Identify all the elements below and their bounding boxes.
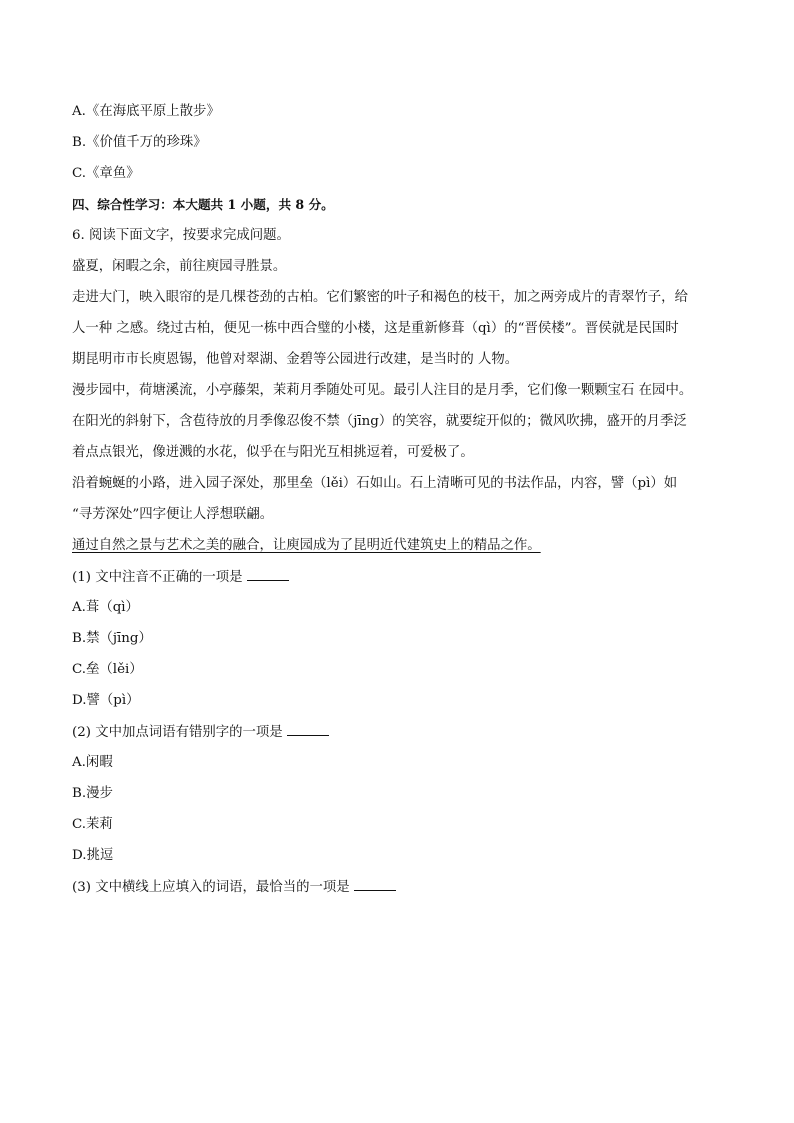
answer-blank	[247, 568, 289, 581]
q2-option-a: A.闲暇	[72, 755, 113, 770]
question-1-text: (1) 文中注音不正确的一项是	[72, 570, 243, 585]
q2-option-b: B.漫步	[72, 786, 113, 801]
q1-option-b: B.禁（jīng）	[72, 631, 152, 646]
passage-line: 着点点银光，像迸溅的水花，似乎在与阳光互相挑逗着，可爱极了。	[72, 445, 474, 460]
question-intro: 6. 阅读下面文字，按要求完成问题。	[72, 228, 290, 243]
passage-line: 人一种 之感。绕过古柏，便见一栋中西合璧的小楼，这是重新修葺（qì）的“晋侯楼”。晋侯就是民国时	[72, 321, 679, 336]
answer-blank	[354, 878, 396, 891]
passage-paragraph-1: 盛夏，闲暇之余，前往庾园寻胜景。	[72, 259, 287, 274]
q1-option-c: C.垒（lěi）	[72, 662, 143, 677]
option-c-prev: C.《章鱼》	[72, 166, 140, 181]
passage-line: 在阳光的斜射下，含苞待放的月季像忍俊不禁（jīng）的笑容，就要绽开似的；微风吹拂，盛开的月季泛	[72, 414, 687, 429]
passage-line: 走进大门，映入眼帘的是几棵苍劲的古柏。它们繁密的叶子和褐色的枝干，加之两旁成片的青翠竹子，给	[72, 290, 688, 305]
question-1-stem	[72, 568, 289, 587]
passage-line: 期昆明市市长庾恩锡，他曾对翠湖、金碧等公园进行改建，是当时的 人物。	[72, 352, 519, 367]
option-b-prev: B.《价值千万的珍珠》	[72, 135, 207, 150]
option-a-prev: A.《在海底平原上散步》	[72, 104, 220, 119]
passage-line: 沿着蜿蜒的小路，进入园子深处，那里垒（lěi）石如山。石上清晰可见的书法作品，内容，譬（pì）如	[72, 476, 678, 491]
q2-option-c: C.茉莉	[72, 817, 113, 832]
question-3-text: (3) 文中横线上应填入的词语，最恰当的一项是	[72, 880, 350, 895]
question-2-stem	[72, 723, 329, 742]
q2-option-d: D.挑逗	[72, 848, 114, 863]
passage-line: 漫步园中，荷塘溪流，小亭藤架，茉莉月季随处可见。最引人注目的是月季，它们像一颗颗宝石 在园中。	[72, 383, 693, 398]
answer-blank	[287, 723, 329, 736]
question-2-text: (2) 文中加点词语有错别字的一项是	[72, 725, 283, 740]
underlined-sentence: 通过自然之景与艺术之美的融合，让庾园成为了昆明近代建筑史上的精品之作。	[72, 538, 541, 553]
q1-option-d: D.譬（pì）	[72, 693, 140, 708]
passage-line: “寻芳深处”四字便让人浮想联翩。	[72, 507, 274, 522]
question-3-stem	[72, 878, 396, 897]
section-title: 四、综合性学习：本大题共 1 小题，共 8 分。	[72, 197, 334, 212]
q1-option-a: A.葺（qì）	[72, 600, 139, 615]
